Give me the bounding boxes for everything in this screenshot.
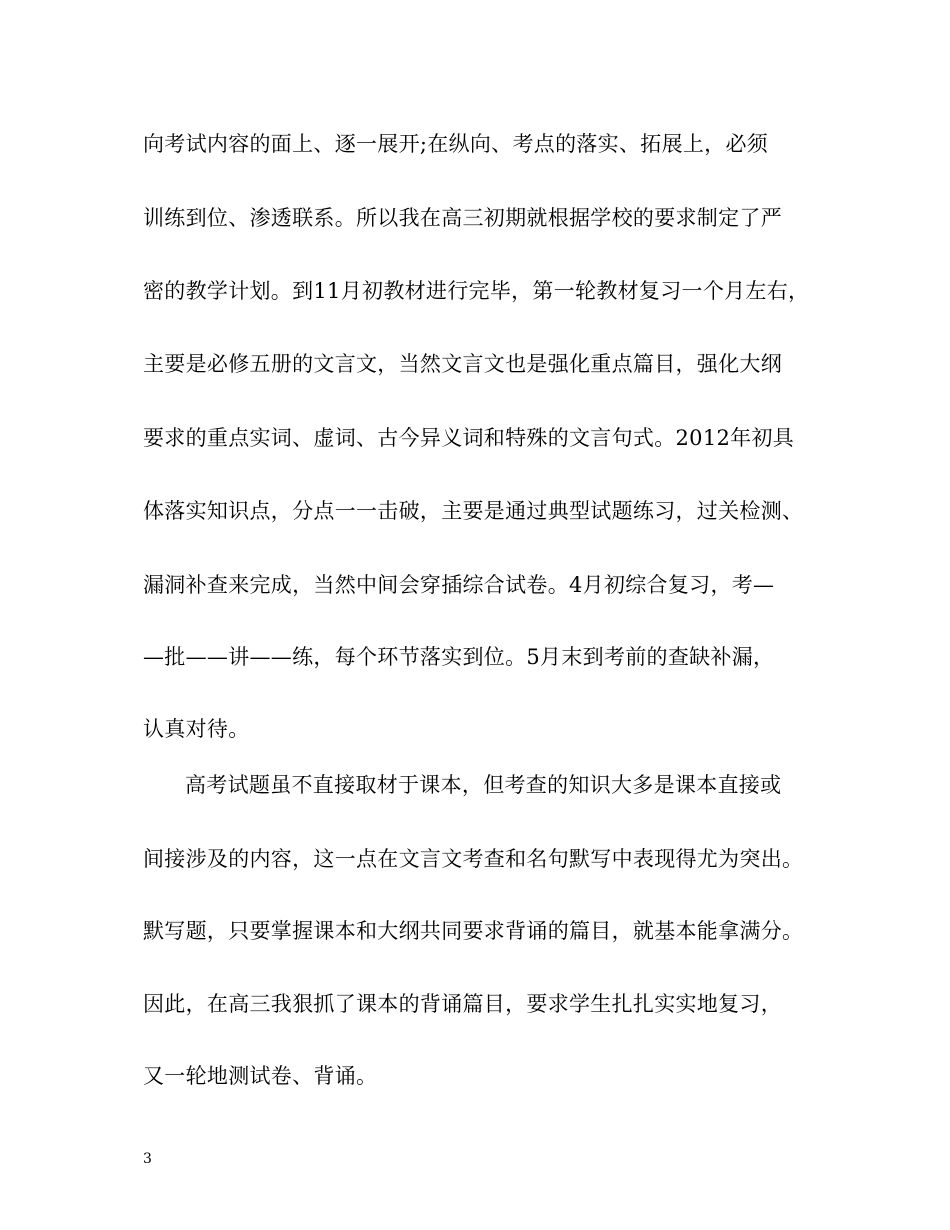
text-line: 密的教学计划。到11月初教材进行完毕，第一轮教材复习一个月左右， (143, 279, 810, 303)
text-line: 又一轮地测试卷、背诵。 (143, 1064, 378, 1088)
text-line: 漏洞补查来完成，当然中间会穿插综合试卷。4月初综合复习，考— (143, 573, 775, 597)
text-line: 高考试题虽不直接取材于课本，但考查的知识大多是课本直接或 (185, 773, 782, 797)
text-line: 体落实知识点，分点一一击破，主要是通过典型试题练习，过关检测、 (143, 499, 804, 523)
text-line: 因此，在高三我狠抓了课本的背诵篇目，要求学生扎扎实实地复习， (143, 992, 782, 1016)
text-line: 要求的重点实词、虚词、古今异义词和特殊的文言句式。2012年初具 (143, 426, 795, 450)
text-line: 训练到位、渗透联系。所以我在高三初期就根据学校的要求制定了严 (143, 206, 782, 230)
page-number: 3 (143, 1151, 152, 1167)
text-line: 认真对待。 (143, 717, 250, 741)
text-line: 间接涉及的内容，这一点在文言文考查和名句默写中表现得尤为突出。 (143, 847, 804, 871)
text-line: —批——讲——练，每个环节落实到位。5月末到考前的查缺补漏， (143, 645, 775, 669)
text-line: 向考试内容的面上、逐一展开;在纵向、考点的落实、拓展上，必须 (143, 132, 769, 156)
text-line: 默写题，只要掌握课本和大纲共同要求背诵的篇目，就基本能拿满分。 (143, 919, 804, 943)
text-line: 主要是必修五册的文言文，当然文言文也是强化重点篇目，强化大纲 (143, 352, 782, 376)
